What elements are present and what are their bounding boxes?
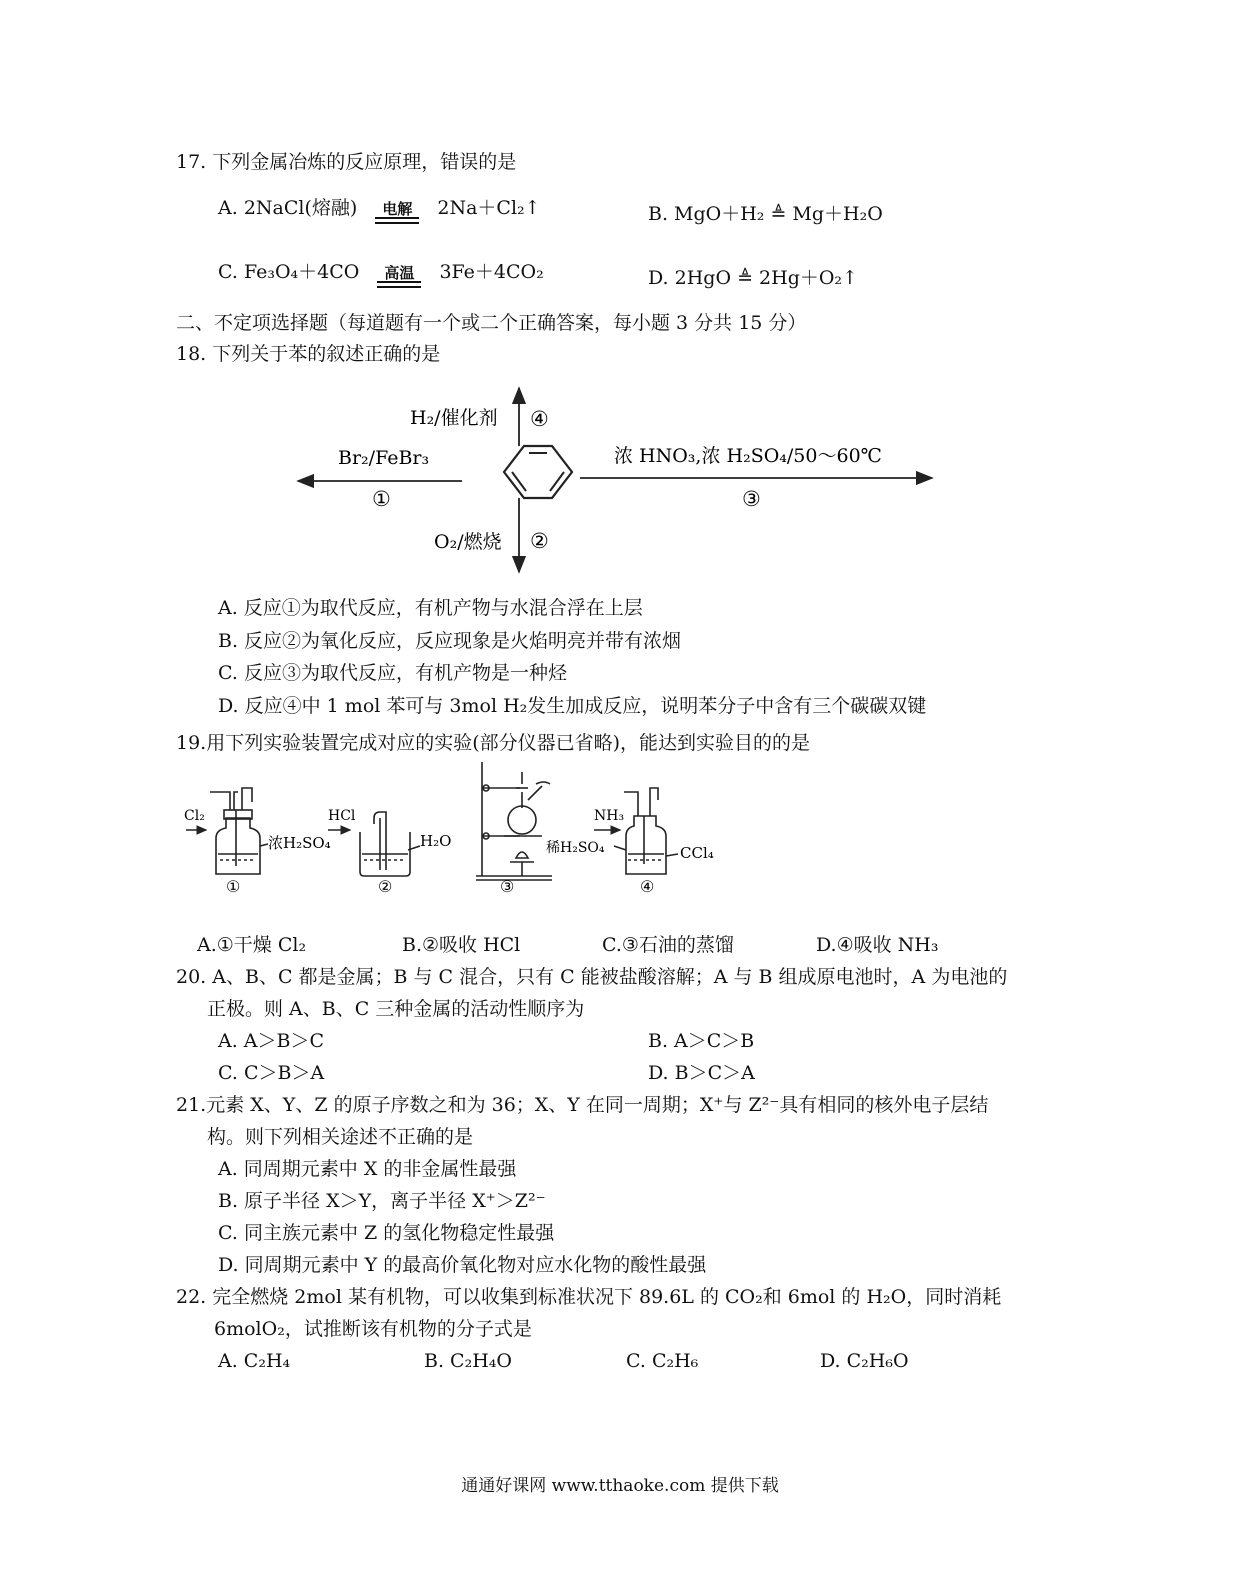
q17-a-right: 2Na＋Cl₂↑ [437, 197, 541, 219]
q17-option-c [218, 260, 544, 288]
q21-line1: 21.元素 X、Y、Z 的原子序数之和为 36；X、Y 在同一周期；X⁺与 Z²⁻具有相同的核外电子层结 [176, 1094, 989, 1116]
q17-c-label: C. [218, 261, 238, 283]
q20-line2: 正极。则 A、B、C 三种金属的活动性顺序为 [207, 998, 585, 1020]
q20-option-d: D. B＞C＞A [648, 1062, 755, 1084]
q17-a-cond-text: 电解 [382, 200, 413, 218]
a2-number: ② [378, 877, 393, 896]
q22-option-d: D. C₂H₆O [820, 1350, 909, 1372]
q17-c-right: 3Fe＋4CO₂ [439, 261, 544, 283]
q18-option-b: B. 反应②为氧化反应，反应现象是火焰明亮并带有浓烟 [218, 630, 682, 652]
a2-liquid-label: H₂O [420, 832, 452, 850]
q21-option-b: B. 原子半径 X＞Y，离子半径 X⁺＞Z²⁻ [218, 1190, 546, 1212]
q21-option-c: C. 同主族元素中 Z 的氢化物稳定性最强 [218, 1222, 555, 1244]
a1-liquid-label: 浓H₂SO₄ [268, 834, 331, 852]
q20-line1: 20. A、B、C 都是金属；B 与 C 混合，只有 C 能被盐酸溶解；A 与 B 组成原电池时，A 为电池的 [176, 966, 1008, 988]
q21-option-a: A. 同周期元素中 X 的非金属性最强 [218, 1158, 517, 1180]
q17-c-left: Fe₃O₄＋4CO [243, 261, 360, 283]
page-footer: 通通好课网 www.tthaoke.com 提供下载 [461, 1476, 779, 1496]
down-step-number: ② [530, 529, 549, 553]
q22-line2: 6molO₂，试推断该有机物的分子式是 [214, 1318, 532, 1340]
equals-sign-icon [375, 217, 419, 224]
a4-liquid-left-label: 稀H₂SO₄ [546, 840, 605, 856]
a2-gas-label: HCl [328, 808, 356, 824]
q22-option-a: A. C₂H₄ [218, 1350, 291, 1372]
a4-number: ④ [640, 877, 655, 896]
benzene-reaction-diagram [290, 380, 950, 580]
q20-option-c: C. C＞B＞A [218, 1062, 325, 1084]
a3-number: ③ [500, 877, 515, 896]
q17-a-condition [375, 201, 419, 224]
right-reagent-label: 浓 HNO₃,浓 H₂SO₄/50～60℃ [614, 445, 882, 467]
q17-c-cond-text: 高温 [384, 264, 415, 282]
q21-option-d: D. 同周期元素中 Y 的最高价氧化物对应水化物的酸性最强 [218, 1254, 707, 1276]
q17-option-d: D. 2HgO ≜ 2Hg＋O₂↑ [648, 267, 858, 289]
q18-option-c: C. 反应③为取代反应，有机产物是一种烃 [218, 662, 567, 684]
up-step-number: ④ [530, 407, 549, 431]
a4-liquid-right-label: CCl₄ [680, 844, 714, 862]
up-reagent-label: H₂/催化剂 [410, 407, 498, 429]
a4-gas-label: NH₃ [594, 808, 625, 824]
q20-option-b: B. A＞C＞B [648, 1030, 755, 1052]
q17-c-condition [377, 265, 421, 288]
q19-stem: 19.用下列实验装置完成对应的实验(部分仪器已省略)，能达到实验目的的是 [176, 732, 811, 754]
right-step-number: ③ [742, 487, 761, 511]
down-reagent-label: O₂/燃烧 [434, 531, 502, 553]
left-step-number: ① [372, 487, 391, 511]
q17-option-a [218, 196, 541, 224]
q20-option-a: A. A＞B＞C [218, 1030, 325, 1052]
q19-option-b: B.②吸收 HCl [402, 934, 521, 956]
q18-option-d: D. 反应④中 1 mol 苯可与 3mol H₂发生加成反应，说明苯分子中含有三个碳碳双键 [218, 695, 927, 717]
q18-stem: 18. 下列关于苯的叙述正确的是 [176, 343, 441, 365]
q17-a-label: A. [218, 197, 238, 219]
a1-number: ① [226, 877, 241, 896]
section-header: 二、不定项选择题（每道题有一个或二个正确答案，每小题 3 分共 15 分） [176, 312, 807, 334]
left-reagent-label: Br₂/FeBr₃ [338, 447, 430, 469]
q17-stem: 17. 下列金属冶炼的反应原理，错误的是 [176, 151, 517, 173]
equals-sign-icon [377, 281, 421, 288]
gas-washing-bottle-icon [186, 788, 268, 874]
q22-line1: 22. 完全燃烧 2mol 某有机物，可以收集到标准状况下 89.6L 的 CO₂和 6mol 的 H₂O，同时消耗 [176, 1286, 1002, 1308]
distillation-apparatus-icon [476, 762, 552, 880]
q21-line2: 构。则下列相关途述不正确的是 [207, 1126, 474, 1148]
a1-gas-label: Cl₂ [184, 808, 205, 824]
q17-a-left: 2NaCl(熔融) [243, 197, 358, 219]
q19-option-c: C.③石油的蒸馏 [602, 934, 734, 956]
apparatus-figure [180, 758, 740, 898]
benzene-ring-icon [504, 446, 572, 498]
q19-option-a: A.①干燥 Cl₂ [197, 934, 307, 956]
q22-option-c: C. C₂H₆ [626, 1350, 699, 1372]
q18-option-a: A. 反应①为取代反应，有机产物与水混合浮在上层 [218, 597, 643, 619]
q22-option-b: B. C₂H₄O [424, 1350, 512, 1372]
absorption-bottle-icon [594, 788, 678, 874]
q17-option-b: B. MgO＋H₂ ≜ Mg＋H₂O [648, 203, 883, 225]
q19-option-d: D.④吸收 NH₃ [816, 934, 939, 956]
